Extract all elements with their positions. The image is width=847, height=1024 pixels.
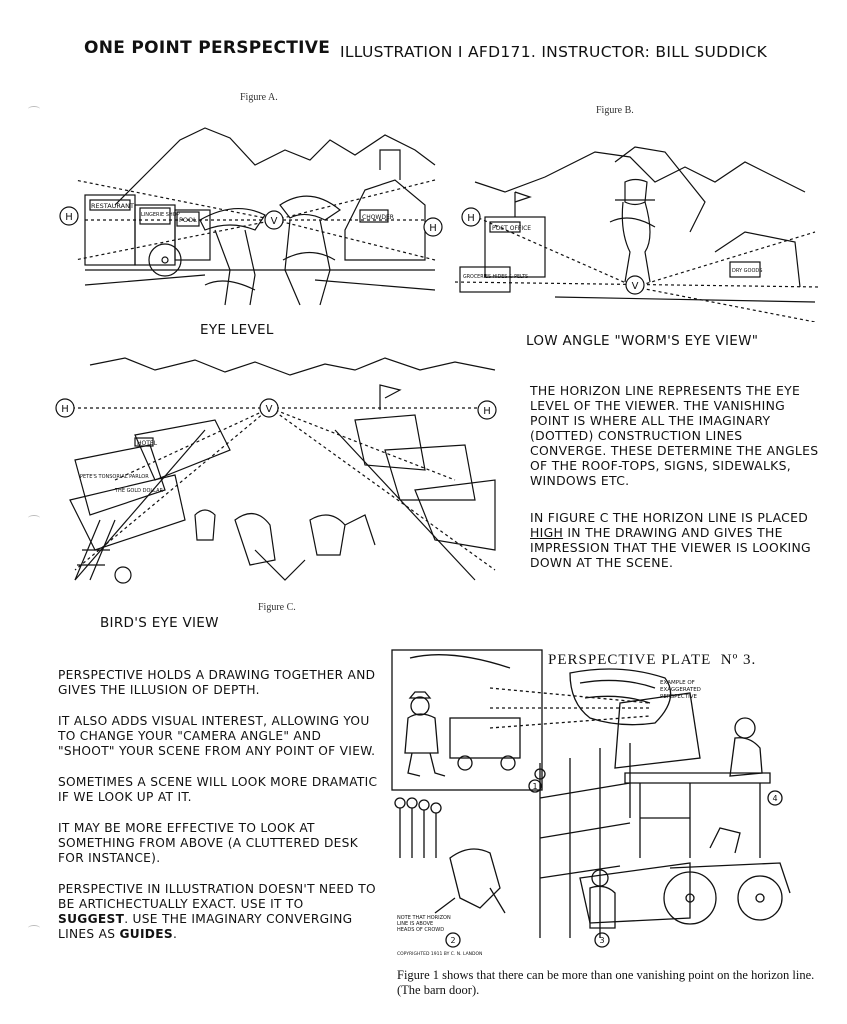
- horizon-marker-label: H: [429, 223, 437, 234]
- plate-caption: Figure 1 shows that there can be more than one vanishing point on the horizon line. (The barn door).: [397, 968, 815, 997]
- figure-b-sign-text: DRY GOODS: [732, 268, 763, 274]
- vanishing-marker-label: V: [631, 281, 639, 292]
- vanishing-marker-label: V: [270, 216, 278, 227]
- left-paragraph: PERSPECTIVE HOLDS A DRAWING TOGETHER AND GIVES THE ILLUSION OF DEPTH.: [58, 668, 376, 697]
- plate-panel-number: 4: [772, 794, 778, 803]
- left-text-block: [58, 668, 378, 958]
- left-text-part: PERSPECTIVE IN ILLUSTRATION DOESN'T NEED TO BE ARTICHECTUALLY EXACT. USE IT TO: [58, 882, 376, 911]
- plate-panel-number: 1: [532, 782, 538, 791]
- explanation-text-part: IN FIGURE C THE HORIZON LINE IS PLACED: [530, 510, 809, 525]
- plate-number: Nº 3.: [720, 652, 757, 668]
- plate-horizon-note: NOTE THAT HORIZON LINE IS ABOVE HEADS OF CROWD: [397, 915, 451, 933]
- explanation-paragraph: [530, 510, 820, 570]
- punch-hole-mark: [28, 515, 40, 521]
- left-paragraph: IT MAY BE MORE EFFECTIVE TO LOOK AT SOMETHING FROM ABOVE (A CLUTTERED DESK FOR INSTANCE).: [58, 821, 359, 865]
- figure-a-eye-level-illustration: [55, 110, 445, 310]
- figure-c-sign-text: HOTEL: [137, 440, 158, 447]
- page-title: ONE POINT PERSPECTIVE: [84, 38, 331, 58]
- figure-c-birds-eye-illustration: [55, 350, 500, 600]
- horizon-marker-label: H: [61, 404, 69, 415]
- figure-b-worms-eye-illustration: [455, 122, 820, 322]
- punch-hole-mark: [28, 925, 40, 931]
- horizon-marker-label: H: [65, 212, 73, 223]
- plate-panel-number: 2: [450, 936, 456, 945]
- left-paragraph: [58, 882, 378, 942]
- page-subtitle: ILLUSTRATION I AFD171. INSTRUCTOR: BILL SUDDICK: [340, 43, 768, 61]
- figure-b-sign-text: POST OFFICE: [492, 225, 532, 232]
- explanation-paragraph: THE HORIZON LINE REPRESENTS THE EYE LEVEL OF THE VIEWER. THE VANISHING POINT IS WHERE ALL THE IMAGINARY (DOTTED) CONSTRUCTION LINES CONVERGE. THESE DETERMINE THE ANGLES OF THE ROOF-TOPS, SIGNS, SIDEWALKS, WINDOWS ETC.: [530, 383, 819, 488]
- figure-a-sign-text: CHOWDER: [362, 214, 394, 221]
- horizon-marker-label: H: [467, 213, 475, 224]
- plate-example-note: EXAMPLE OF EXAGGERATED PERSPECTIVE: [660, 680, 701, 700]
- left-paragraph: IT ALSO ADDS VISUAL INTEREST, ALLOWING YOU TO CHANGE YOUR "CAMERA ANGLE" AND "SHOOT" YOUR SCENE FROM ANY POINT OF VIEW.: [58, 714, 376, 758]
- left-text-part: .: [172, 927, 178, 941]
- figure-a-sign-text: LINGERIE SHOP: [141, 212, 180, 218]
- figure-a-caption: Figure A.: [240, 92, 278, 103]
- figure-b-caption: Figure B.: [596, 105, 634, 116]
- left-paragraph: SOMETIMES A SCENE WILL LOOK MORE DRAMATIC IF WE LOOK UP AT IT.: [58, 775, 378, 804]
- plate-title-text: PERSPECTIVE PLATE: [548, 652, 712, 668]
- figure-c-sign-text: THE GOLD DOLLAR: [115, 488, 163, 494]
- horizon-marker-label: H: [483, 406, 491, 417]
- figure-b-label: LOW ANGLE "WORM'S EYE VIEW": [526, 333, 759, 349]
- figure-a-sign-text: POOL: [179, 216, 197, 224]
- explanation-text-part: IN THE DRAWING AND GIVES THE IMPRESSION THAT THE VIEWER IS LOOKING DOWN AT THE SCENE.: [530, 525, 811, 570]
- emphasis-high: HIGH: [530, 525, 564, 540]
- plate-copyright: COPYRIGHTED 1911 BY C. N. LANDON: [397, 952, 483, 957]
- figure-b-sign-text: GROCERIES HIDES & PELTS: [463, 275, 529, 280]
- figure-c-label: BIRD'S EYE VIEW: [100, 615, 219, 631]
- plate-panel-number: 3: [599, 936, 605, 945]
- vanishing-marker-label: V: [265, 404, 273, 415]
- left-text-emphasis: SUGGEST: [58, 912, 125, 926]
- figure-c-caption: Figure C.: [258, 602, 296, 613]
- perspective-plate-illustration: [390, 648, 810, 958]
- explanation-text: [530, 383, 820, 580]
- punch-hole-mark: [28, 106, 40, 112]
- figure-a-label: EYE LEVEL: [200, 322, 274, 338]
- figure-a-sign-text: RESTAURANT: [91, 202, 134, 210]
- left-text-part: . USE THE IMAGINARY CONVERGING LINES AS: [58, 912, 353, 941]
- figure-c-sign-text: PETE'S TONSORIAL PARLOR: [80, 474, 149, 480]
- left-text-emphasis: GUIDES: [119, 927, 173, 941]
